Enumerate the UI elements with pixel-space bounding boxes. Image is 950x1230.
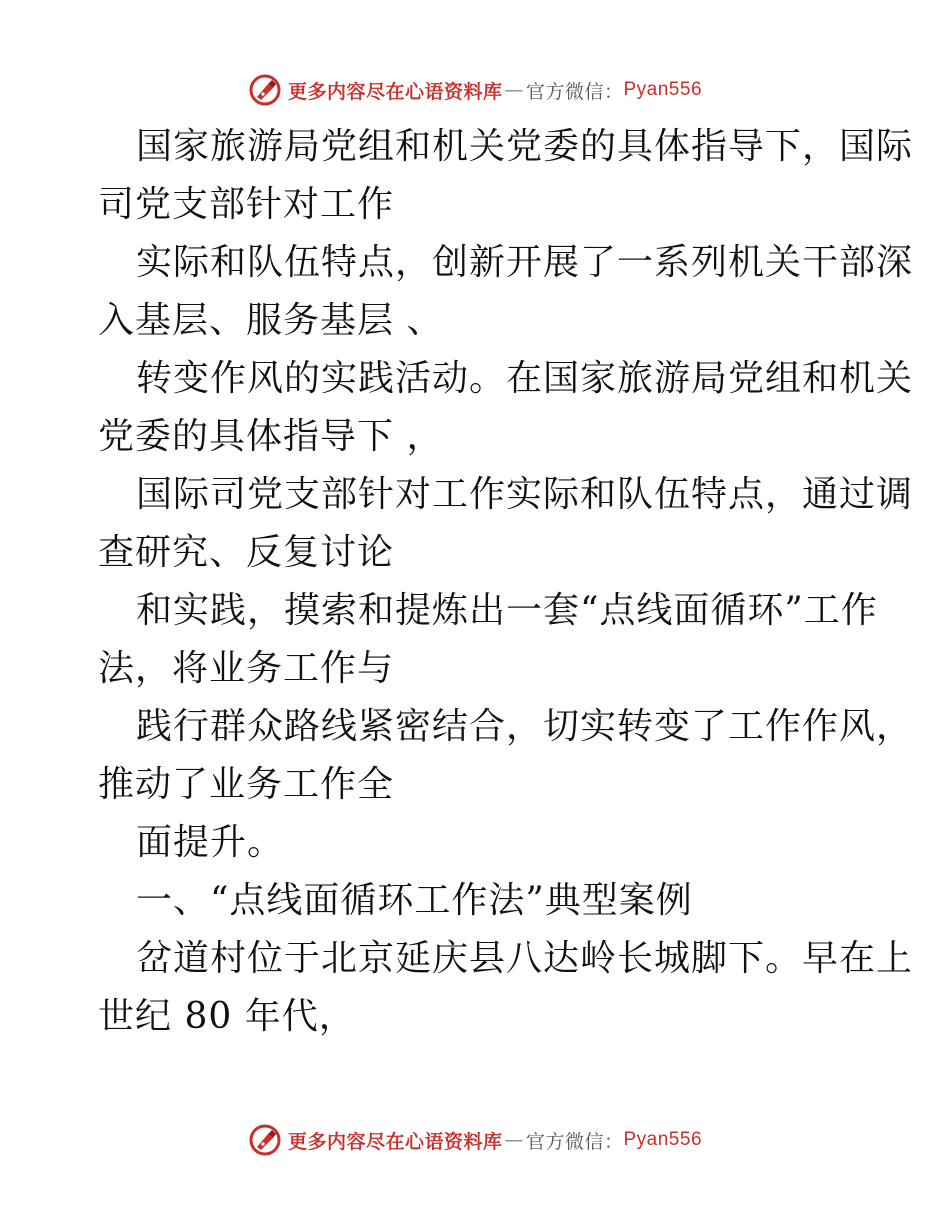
header-main-text: 更多内容尽在心语资料库 <box>287 80 503 103</box>
footer-wechat-label: 官方微信： <box>525 1130 624 1153</box>
body-line: 司党支部针对工作 <box>98 184 395 225</box>
body-line: 法，将业务工作与 <box>98 648 395 689</box>
body-line: 践行群众路线紧密结合，切实转变了工作作风， <box>136 706 914 747</box>
header-banner <box>0 70 950 110</box>
body-line: 推动了业务工作全 <box>98 764 395 805</box>
body-line: 岔道村位于北京延庆县八达岭长城脚下。早在上 <box>136 938 914 979</box>
body-line: 转变作风的实践活动。在国家旅游局党组和机关 <box>136 358 914 399</box>
header-dash: — <box>504 79 524 101</box>
footer-wechat-id: Pyan556 <box>623 1129 703 1150</box>
footer-banner <box>0 1120 950 1160</box>
body-line: 世纪 80 年代， <box>98 996 356 1037</box>
body-line: 国家旅游局党组和机关党委的具体指导下，国际 <box>136 126 914 167</box>
footer-dash: — <box>504 1129 524 1151</box>
section-heading: 一、“点线面循环工作法”典型案例 <box>136 880 693 921</box>
body-line: 入基层、服务基层 、 <box>98 300 444 341</box>
header-wechat-id: Pyan556 <box>623 79 703 100</box>
body-text <box>98 118 914 1046</box>
body-line: 党委的具体指导下 ， <box>98 416 444 457</box>
body-line: 查研究、反复讨论 <box>98 532 395 573</box>
body-line: 实际和队伍特点，创新开展了一系列机关干部深 <box>136 242 914 283</box>
body-line: 和实践，摸索和提炼出一套“点线面循环”工作 <box>136 590 878 631</box>
body-line: 面提升。 <box>136 822 285 863</box>
footer-main-text: 更多内容尽在心语资料库 <box>287 1130 503 1153</box>
header-wechat-label: 官方微信： <box>525 80 624 103</box>
pen-nib-logo-icon <box>248 73 282 107</box>
pen-nib-logo-icon <box>248 1123 282 1157</box>
body-line: 国际司党支部针对工作实际和队伍特点，通过调 <box>136 474 914 515</box>
